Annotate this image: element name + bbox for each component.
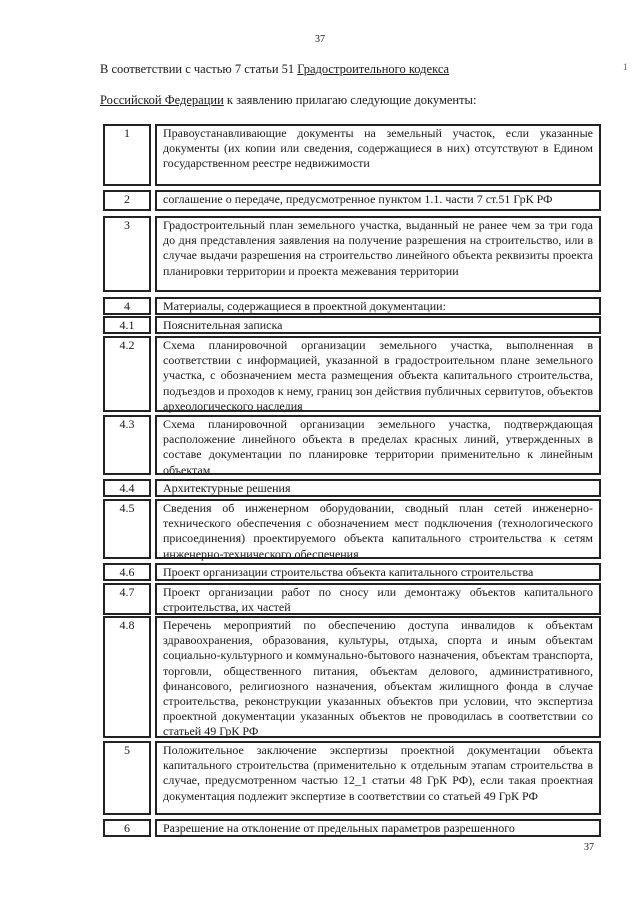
table-row (103, 819, 601, 837)
table-row (103, 499, 601, 559)
row-number: 3 (103, 216, 151, 292)
intro-line-1-plain: В соответствии с частью 7 статьи 51 (100, 62, 298, 76)
row-text: Схема планировочной организации земельного участка, выполненная в соответствии с информацией, указанной в градостроительном плане земельного участка, с обозначением места размещения объекта капитального строительства, подъездов и проходов к нему, границ зон действия публичных сервитутов, объектов археологического наследия (155, 336, 601, 412)
table-row (103, 316, 601, 334)
row-number: 4.4 (103, 479, 151, 497)
row-number: 4.3 (103, 415, 151, 475)
row-text: Проект организации работ по сносу или демонтажу объектов капитального строительства, их частей (155, 583, 601, 615)
row-text: Схема планировочной организации земельного участка, подтверждающая расположение линейного объекта в пределах красных линий, утвержденных в составе документации по планировке территории применительно к линейным объектам (155, 415, 601, 475)
intro-line-2-underlined: Российской Федерации (100, 93, 224, 107)
row-text: Архитектурные решения (155, 479, 601, 497)
table-row (103, 190, 601, 211)
table-row (103, 124, 601, 186)
row-number: 4.5 (103, 499, 151, 559)
table-row (103, 741, 601, 815)
row-number: 4 (103, 297, 151, 315)
row-text: Правоустанавливающие документы на земельный участок, если указанные документы (их копии или сведения, содержащиеся в них) отсутствуют в Едином государственном реестре недвижимости (155, 124, 601, 186)
row-text: Пояснительная записка (155, 316, 601, 334)
row-text: Сведения об инженерном оборудовании, сводный план сетей инженерно-технического обеспечения с обозначением мест подключения (технологического присоединения) проектируемого объекта капитального строительства к сетям инженерно-технического обеспечения (155, 499, 601, 559)
row-number: 1 (103, 124, 151, 186)
row-text: соглашение о передаче, предусмотренное пунктом 1.1. части 7 ст.51 ГрК РФ (155, 190, 601, 211)
row-text: Положительное заключение экспертизы проектной документации объекта капитального строительства (применительно к отдельным этапам строительства в случае, предусмотренном частью 12_1 статьи 48 ГрК РФ), если такая проектная документация подлежит экспертизе в соответствии со статьей 49 ГрК РФ (155, 741, 601, 815)
page-number-bottom: 37 (584, 842, 594, 853)
table-row (103, 479, 601, 497)
intro-line-1-underlined: Градостроительного кодекса (297, 62, 450, 76)
table-row (103, 563, 601, 581)
row-text: Материалы, содержащиеся в проектной документации: (155, 297, 601, 315)
intro-line-2-plain: к заявлению прилагаю следующие документы: (223, 93, 477, 107)
table-row (103, 616, 601, 738)
row-text: Перечень мероприятий по обеспечению доступа инвалидов к объектам здравоохранения, образования, культуры, отдыха, спорта и иным объектам социально-культурного и коммунально-бытового назначения, объектам транспорта, торговли, общественного питания, объектам делового, административного, финансового, религиозного назначения, объектам жилищного фонда в случае строительства, реконструкции указанных объектов при условии, что экспертиза проектной документации указанных объектов не проводилась в соответствии со статьей 49 ГрК РФ (155, 616, 601, 738)
row-number: 5 (103, 741, 151, 815)
row-text: Проект организации строительства объекта капитального строительства (155, 563, 601, 581)
row-number: 4.1 (103, 316, 151, 334)
table-row (103, 583, 601, 615)
row-number: 4.7 (103, 583, 151, 615)
table-row (103, 297, 601, 315)
row-text: Разрешение на отклонение от предельных параметров разрешенного (155, 819, 601, 837)
row-number: 4.6 (103, 563, 151, 581)
table-row (103, 216, 601, 292)
table-row (103, 415, 601, 475)
page-number-top: 37 (315, 34, 325, 45)
edge-mark: 1 (623, 62, 628, 72)
row-number: 2 (103, 190, 151, 211)
table-row (103, 336, 601, 412)
row-number: 4.2 (103, 336, 151, 412)
row-number: 4.8 (103, 616, 151, 738)
row-text: Градостроительный план земельного участка, выданный не ранее чем за три года до дня представления заявления на получение разрешения на строительство, или в случае выдачи разрешения на строительство линейного объекта реквизиты проекта планировки территории и проекта межевания территории (155, 216, 601, 292)
intro-line-1 (100, 61, 600, 78)
row-number: 6 (103, 819, 151, 837)
intro-line-2 (100, 92, 600, 109)
